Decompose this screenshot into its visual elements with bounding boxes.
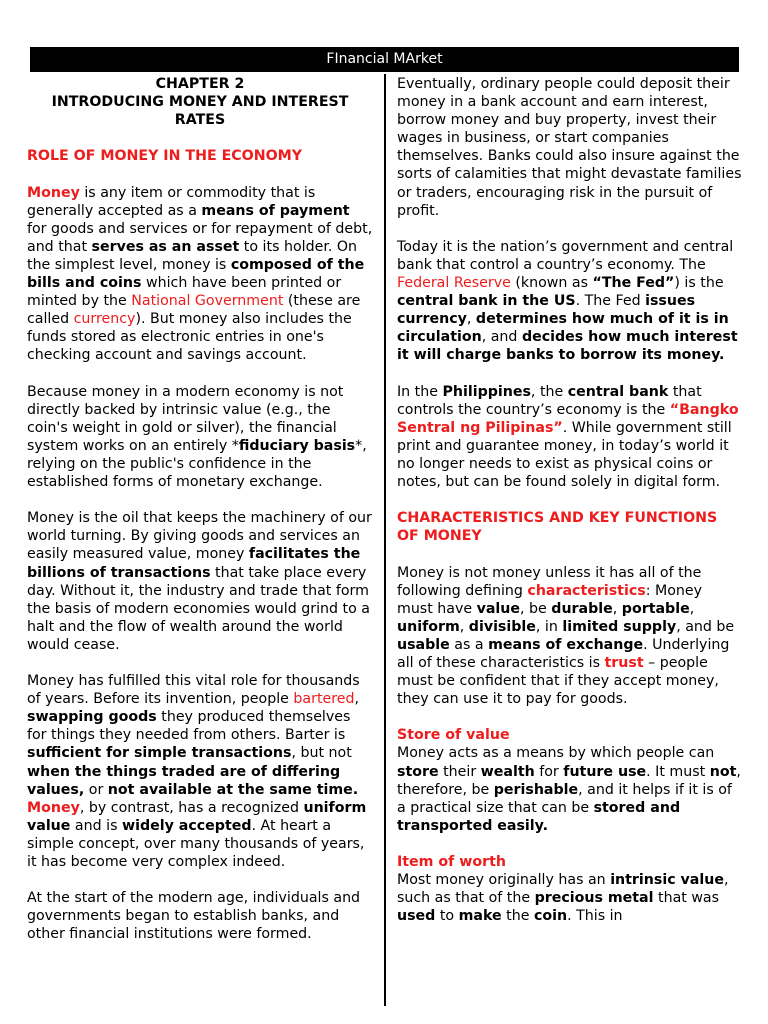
text-run: , and [481,329,522,346]
emphasized-text: composed of the bills and coins [27,256,365,292]
text-run: , and it helps if it is of a practical size that can be [397,781,732,816]
text-run: : Money must have [397,582,703,617]
text-run: , be [520,600,552,617]
text-run: , in [535,618,563,635]
emphasized-text: Money [27,184,80,201]
emphasized-text: fiduciary basis [238,437,356,454]
paragraph [27,509,373,654]
paragraph [397,383,742,492]
emphasized-text: not [709,763,737,780]
emphasized-text: usable [397,636,450,653]
text-run: as a [449,636,489,653]
emphasized-text: central bank [567,383,669,400]
text-run: , [459,618,469,635]
paragraph [397,744,742,834]
text-run: . Underlying all of these characteristics is [397,636,730,671]
text-run: Because money in a modern economy is not directly backed by intrinsic value (e.g., the coin's weight in gold or silver), the financial system works on an entirely * [27,383,344,454]
text-run: Today it is the nation’s government and central bank that control a country’s economy. The [397,238,734,273]
text-run: Money is not money unless it has all of the following defining [397,564,702,599]
emphasized-text: “The Fed” [592,275,675,292]
text-run: . While government still print and guarantee money, in today’s world it no longer needs to exist as physical coins or notes, but can be found solely in digital form. [397,419,732,491]
paragraph [397,75,742,220]
emphasized-text: intrinsic value [610,872,724,889]
emphasized-text: facilitates the billions of transactions [27,546,361,581]
emphasized-text: means of payment [201,202,350,219]
text-run: or [84,781,108,798]
paragraph [27,184,373,365]
emphasized-text: store [397,763,439,780]
emphasized-text: value [476,600,521,617]
text-run: (known as [510,275,593,292]
text-run: . The Fed [575,293,646,310]
right-column [397,75,742,944]
text-run: Money is the oil that keeps the machinery of our world turning. By giving goods and services an easily measured value, money [27,510,372,563]
emphasized-text: portable [621,600,690,617]
text-run: Most money originally has an [397,872,611,889]
emphasized-text: make [458,908,502,925]
chapter-number: CHAPTER 2 [155,76,245,92]
emphasized-text: issues currency [397,293,696,328]
text-run: , but not [291,745,352,762]
header-bar [30,47,739,72]
emphasized-text: Philippines [442,383,531,400]
emphasized-text: uniform [397,618,460,635]
emphasized-text: widely accepted [121,817,252,834]
text-run: *, relying on the public's confidence in the established forms of monetary exchange. [27,437,367,491]
text-run: Eventually, ordinary people could deposit their money in a bank account and earn interest, borrow money and buy property, invest their wages in business, or start companies themselves. Banks could also insure against the sorts of calamities that might devastate families or traders, encouraging risk in the pursuit of profit. [397,76,742,219]
text-run: , [689,600,695,617]
text-run: which have been printed or minted by the [27,275,342,310]
text-run: for goods and services or for repayment of debt, and that [27,220,373,255]
text-run: for [534,763,564,780]
text-run: that controls the country’s economy is the [397,383,702,418]
emphasized-text: National Government [131,293,284,310]
emphasized-text: characteristics [527,582,646,599]
text-run: . At heart a simple concept, over many thousands of years, it has become very complex indeed. [27,817,365,871]
emphasized-text: perishable [493,781,579,798]
emphasized-text: future use [563,763,647,780]
text-run: , [466,311,476,328]
text-run: , and be [676,618,735,635]
emphasized-text: limited supply [562,618,677,635]
emphasized-text: swapping goods [27,709,157,726]
paragraph [27,889,373,943]
emphasized-text: “Bangko Sentral ng Pilipinas” [397,401,739,436]
text-run: and is [70,817,122,834]
text-run: , the [530,383,568,400]
emphasized-text: when the things traded are of differing values, [27,763,341,798]
text-run: At the start of the modern age, individuals and governments began to establish banks, and other financial institutions were formed. [27,890,361,943]
text-run: that take place every day. Without it, the industry and trade that form the basis of modern economies would grind to a halt and the flow of wealth around the world would cease. [27,564,370,653]
text-run: . It must [646,763,710,780]
text-run: – people must be confident that if they accept money, they can use it to pay for goods. [397,655,719,708]
emphasized-text: decides how much interest it will charge banks to borrow its money. [397,329,738,364]
paragraph [397,564,742,709]
text-run: , by contrast, has a recognized [79,799,304,816]
section-heading-characteristics: CHARACTERISTICS AND KEY FUNCTIONS OF MONEY [397,510,718,545]
text-run: that was [653,890,720,907]
emphasized-text: trust [604,655,644,671]
emphasized-text: durable [551,600,613,617]
emphasized-text: Federal Reserve [397,275,511,292]
text-run: is any item or commodity that is generally accepted as a [27,184,316,219]
emphasized-text: sufficient for simple transactions [27,745,292,762]
text-run: In the [397,383,443,400]
paragraph [27,672,373,871]
text-run: to its holder. On the simplest level, money is [27,238,358,273]
emphasized-text: means of exchange [488,636,644,653]
chapter-title [27,75,373,129]
text-run: , such as that of the [397,872,729,907]
document-title: FInancial MArket [326,51,443,67]
text-run: , [354,691,360,708]
text-run: their [438,763,481,780]
text-run: Money has fulfilled this vital role for thousands of years. Before its invention, people [27,673,360,708]
emphasized-text: stored and transported easily. [397,799,681,834]
text-run: ) is the [674,275,724,292]
text-run: to [435,908,459,925]
column-divider [384,74,386,1006]
emphasized-text: not available at the same time. [107,781,359,798]
emphasized-text: precious metal [534,890,654,907]
emphasized-text: serves as an asset [91,238,240,255]
paragraph [27,383,373,492]
emphasized-text: coin [533,908,568,925]
emphasized-text: bartered [293,691,355,708]
emphasized-text: determines how much of it is in circulation [397,311,729,346]
emphasized-text: wealth [480,763,535,780]
section-heading-role-of-money: ROLE OF MONEY IN THE ECONOMY [27,148,303,165]
subheading-item-of-worth: Item of worth [397,854,506,871]
emphasized-text: central bank in the US [397,293,576,310]
text-run: ). But money also includes the funds stored as electronic entries in one's checking account and savings account. [27,311,352,364]
text-run: . This in [567,908,623,925]
text-run: , therefore, be [397,763,741,798]
emphasized-text: divisible [468,618,536,635]
paragraph [397,238,742,365]
text-run: they produced themselves for things they needed from others. Barter is [27,709,351,744]
subheading-store-of-value: Store of value [397,727,510,744]
text-run: Money acts as a means by which people can [397,745,715,762]
emphasized-text: Money [27,799,80,816]
text-run: , [612,600,622,617]
text-run: (these are called [27,293,361,328]
emphasized-text: used [397,908,436,925]
emphasized-text: uniform value [27,799,367,834]
text-run: the [501,908,534,925]
chapter-name: INTRODUCING MONEY AND INTEREST RATES [51,94,349,129]
emphasized-text: currency [73,311,136,328]
left-column [27,75,373,962]
paragraph [397,871,742,925]
